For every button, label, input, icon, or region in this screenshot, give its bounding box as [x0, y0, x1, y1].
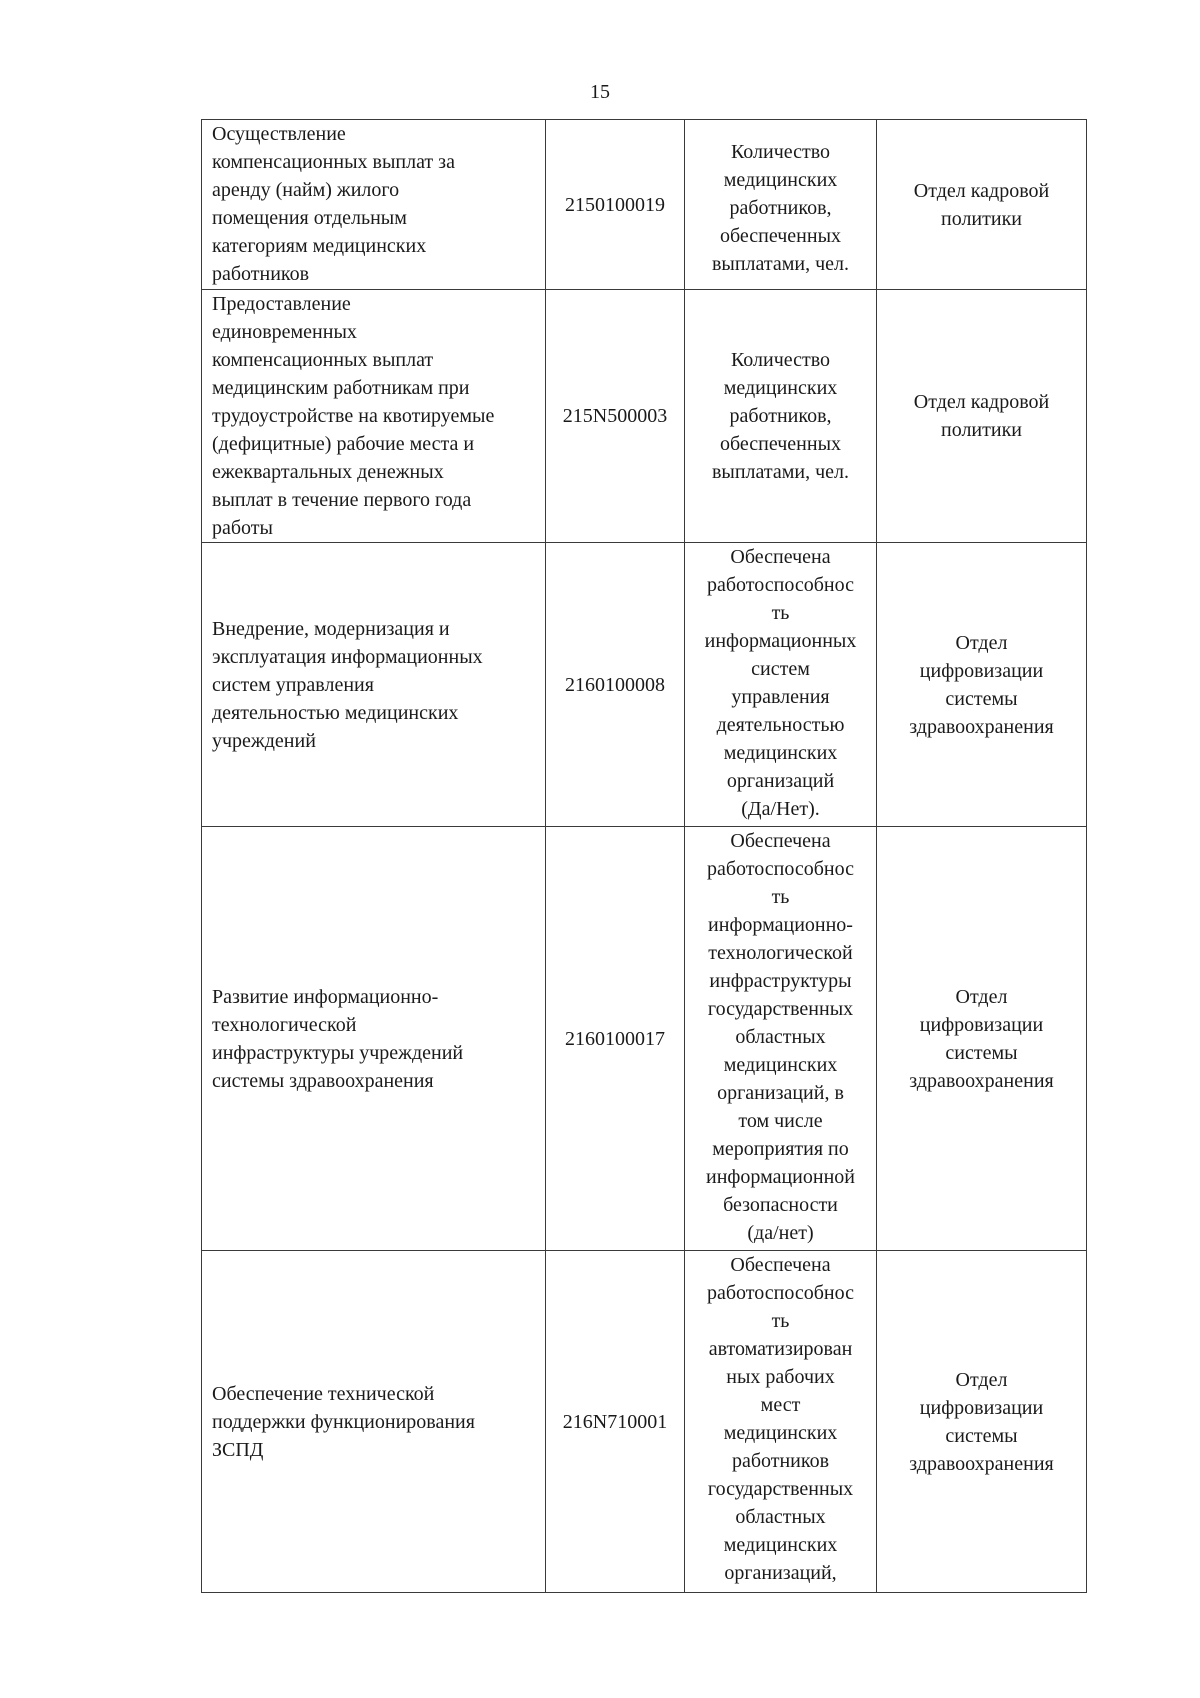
table-row [202, 120, 1087, 290]
indicator-cell [685, 827, 877, 1251]
measure-text: Осуществление компенсационных выплат за аренду (найм) жилого помещения отдельным категориям медицинских работников [212, 123, 455, 285]
measure-cell [202, 1251, 546, 1593]
code-cell [546, 543, 685, 827]
measure-cell [202, 543, 546, 827]
indicator-cell [685, 120, 877, 290]
measure-cell [202, 290, 546, 543]
indicator-cell [685, 543, 877, 827]
table-row [202, 543, 1087, 827]
department-text: Отдел цифровизации системы здравоохранения [909, 631, 1054, 738]
department-cell [877, 120, 1087, 290]
indicator-cell [685, 290, 877, 543]
indicator-text: Количество медицинских работников, обеспеченных выплатами, чел. [711, 349, 850, 483]
department-cell [877, 827, 1087, 1251]
program-measures-table [201, 119, 1087, 1593]
code-text: 215N500003 [562, 405, 668, 427]
department-text: Отдел цифровизации системы здравоохранения [909, 985, 1054, 1092]
measure-text: Развитие информационно- технологической инфраструктуры учреждений системы здравоохранения [212, 985, 464, 1092]
measure-cell [202, 120, 546, 290]
indicator-text: Обеспечена работоспособнос ть автоматизирован ных рабочих мест медицинских работников государственных областных медицинских организаций, [707, 1254, 854, 1584]
indicator-text: Обеспечена работоспособнос ть информационно- технологической инфраструктуры государственных областных медицинских организаций, в том числе мероприятия по информационной безопасности (да/нет) [706, 830, 855, 1244]
table-row [202, 827, 1087, 1251]
department-cell [877, 290, 1087, 543]
measure-text: Обеспечение технической поддержки функционирования ЗСПД [212, 1382, 475, 1461]
department-text: Отдел кадровой политики [913, 391, 1050, 441]
page-number: 15 [590, 81, 610, 103]
code-text: 216N710001 [562, 1410, 668, 1433]
code-text: 2160100008 [565, 673, 665, 696]
code-cell [546, 290, 685, 543]
code-cell [546, 827, 685, 1251]
table-row [202, 290, 1087, 543]
code-text: 2160100017 [565, 1027, 665, 1050]
code-text: 2150100019 [565, 193, 665, 216]
code-cell [546, 1251, 685, 1593]
department-text: Отдел кадровой политики [913, 179, 1050, 230]
indicator-cell [685, 1251, 877, 1593]
department-cell [877, 543, 1087, 827]
table-row [202, 1251, 1087, 1593]
measure-text: Внедрение, модернизация и эксплуатация информационных систем управления деятельностью медицинских учреждений [212, 617, 483, 752]
indicator-text: Количество медицинских работников, обеспеченных выплатами, чел. [711, 140, 850, 275]
measure-text: Предоставление единовременных компенсационных выплат медицинским работникам при трудоустройстве на квотируемые (дефицитные) рабочие места и ежеквартальных денежных выплат в течение первого года работы [212, 293, 495, 539]
department-cell [877, 1251, 1087, 1593]
department-text: Отдел цифровизации системы здравоохранения [909, 1368, 1054, 1475]
code-cell [546, 120, 685, 290]
indicator-text: Обеспечена работоспособнос ть информационных систем управления деятельностью медицинских организаций (Да/Нет). [704, 546, 857, 820]
measure-cell [202, 827, 546, 1251]
